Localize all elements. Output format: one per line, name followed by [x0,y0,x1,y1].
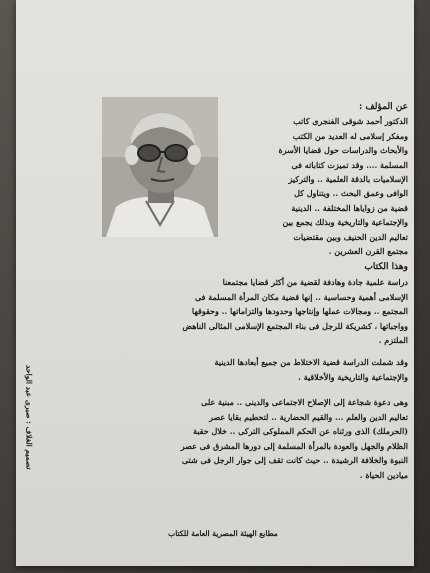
paragraph-line: المجتمع .. ومجالات عملها وإنتاجها وحدودها والتزاماتها .. وحقوقها [191,306,408,317]
about-author-line: الإسلاميات بالدقة العلمية .. والتركيز [288,174,408,185]
paragraph-line: ميادين الحياة . [359,469,408,480]
about-author-line: قضية من زواياها المختلفة .. الدينية [291,202,408,213]
about-book-paragraph-2 [66,355,408,384]
paragraph-line: الملتزم . [378,335,408,346]
about-author-section [230,100,408,258]
author-photo [102,97,218,237]
paragraph-line: دراسة علمية جادة وهادفة لقضية من أكثر قضايا مجتمعنا [222,277,408,287]
about-author-line: والإجتماعية والتاريخية وبذلك يجمع بين [282,217,408,228]
about-author-line: الوافى وعمق البحث .. ويتناول كل [294,188,408,199]
about-author-line: تعاليم الدين الحنيف وبين مقتضيات [293,231,408,242]
publisher-imprint: مطابع الهيئة المصرية العامة للكتاب [168,529,278,538]
about-author-line: مجتمع القرن العشرين . [328,246,408,257]
about-book-paragraph-1 [66,275,408,348]
paragraph-line: الإسلامى أهمية وحساسية .. إنها قضية مكان المرأة المسلمة فى [194,291,408,302]
paragraph-line: النبوة والخلافة الرشيدة .. حيث كانت تقف إلى جوار الرجل فى شتى [181,455,408,466]
paragraph-line: الظلام والجهل والعودة بالمرأة المسلمة إلى دورها المشرق فى عصر [180,440,408,451]
paragraph-line: وقد شملت الدراسة قضية الاختلاط من جميع أبعادها الدينية [214,357,408,367]
about-author-line: المسلمة .... وقد تميزت كتاباته فى [291,159,408,170]
cover-designer-credit: تصميم الغلاف : صبرى عبد الواحد [24,365,34,470]
about-author-line: والأبحاث والدراسات حول قضايا الأسرة [278,145,408,156]
about-author-line: الدكتور أحمد شوقى الفنجرى كاتب [293,116,408,127]
book-back-cover [16,0,414,566]
paragraph-line: (الحرملك) الذى ورثناه عن الحكم المملوكى التركى .. خلال حقبة [192,426,408,437]
paragraph-line: والإجتماعية والتاريخية والأخلاقية . [298,371,408,382]
about-author-heading: عن المؤلف : [359,102,408,112]
paragraph-line: وهى دعوة شجاعة إلى الإصلاح الاجتماعى والدينى .. مبنية على [201,397,408,407]
about-author-line: ومفكر إسلامى له العديد من الكتب [292,130,408,141]
about-book-paragraph-3 [66,395,408,483]
paragraph-line: تعاليم الدين والعلم ... والقيم الحضارية .. لتحطيم بقايا عصر [209,411,408,422]
about-book-heading: وهذا الكتاب [364,262,408,272]
paragraph-line: وواجباتها ، كشريكة للرجل فى بناء المجتمع الإسلامى المثالى الناهض [182,320,408,331]
